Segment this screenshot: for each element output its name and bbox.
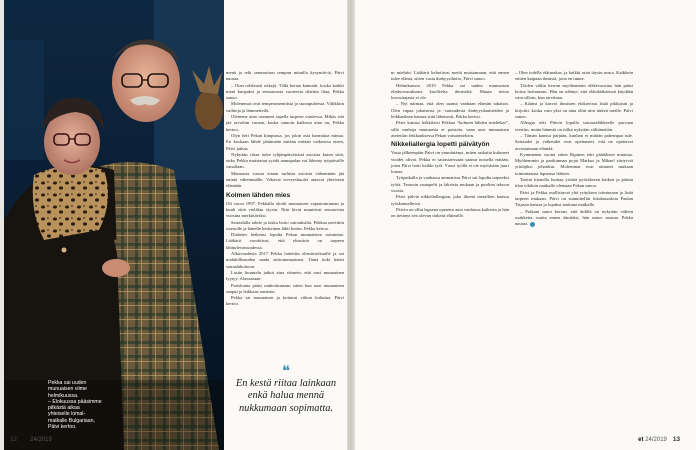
quote-mark-icon: ❝ xyxy=(281,363,291,380)
magazine-name xyxy=(23,437,52,443)
issue-number: 24/2019 xyxy=(30,437,52,443)
body-paragraph: Diabetes heikensi lopulta Pekan munuaisten toimintaa. Lääkärit varoittivat, että elinsiirto on tarpeen lähitulevaisuudessa. xyxy=(226,232,344,250)
body-paragraph: Pariskunta pääsi rauhoittumaan sitten kun uusi munuainen saapui ja leikkaus onnistui. xyxy=(226,282,344,294)
body-paragraph: Helmikuussa 2019 Pekka sai uuden munuaisen elinluovutuksena kuolleelta ihmiseltä. Muuta tietoa luovuttajasta ei ole. xyxy=(391,82,509,101)
article-end-icon xyxy=(530,222,535,227)
caption-line: matkalle Bulgariaan, xyxy=(48,417,96,424)
caption-line: Päivi kertoo. xyxy=(48,424,77,431)
body-paragraph: Päivi pälviä nikkeliallergian, joka ilmeni metallien kanssa työskennellessä. xyxy=(391,194,509,206)
caption-line: pitkästä aikaa xyxy=(48,405,80,412)
caption-line: Pekka sai uuden xyxy=(48,380,87,386)
article-column-2 xyxy=(391,70,509,220)
body-paragraph: Nykyään riitaa tulee tyhjänpäiväisistä asioista kuten siitä, onko Pekka muistanut syödä aamupalan vai lähteny työpäivälle vanallaan. xyxy=(226,151,344,170)
body-paragraph: m miehiin. Lääkärit kehottivat meitä muistamaan, että ennen tulee elämä, sitten vasta diabyysihoito, Päivi sanoo. xyxy=(391,70,509,82)
photo-caption xyxy=(48,380,118,430)
body-paragraph: – Tämän kanssa pärjään, kunhan ei mitään pahempaa tule. Sairaudet ja vaikeudet ovat opettaneet, että ne opettavat arvostamaan elämää. xyxy=(515,132,633,151)
body-paragraph: Kymmenen vuotta sitten Ripinen teki päätöksen muuttaa. Myöhemmin ja parikunnan pojat Markus ja Mikael siirtyivät yrittäjiksi johonkin. Molemmat ovat ottaneet mukaan toimintaansa lapsensa lähtien. xyxy=(515,151,633,176)
page-footer-right xyxy=(638,436,680,443)
body-paragraph: – Otan rohkeasti riskejä. Tällä kertaa kannatti, koska kaikki meni kuopaksi ja sentaavasta vuoteesta tilattiin iltaa, Pekka sanoo. xyxy=(226,82,344,101)
body-paragraph: – Nyt naimaa, että olen saanut vanhaan elämän takaisin. Olen vapaa jokaisesta ja -sairaudesta diabyysilaaitteiden ja leikkauksen kanssa siitä läheisesti, Pekka kertoo. xyxy=(391,101,509,120)
body-paragraph: – Käänsi ja kasvoi ihmisten elokuvissa lisää pikkuisin ja kirjoitti, koska vain yksi on aina ollut niin tärkeä meille, Päivi sanoo. xyxy=(515,101,633,120)
caption-line: munuaisen viime xyxy=(48,386,87,393)
magazine-logo: et xyxy=(638,437,644,443)
closing-text-end: Pekka nauraa. xyxy=(515,214,633,227)
issue-number: 24/2019 xyxy=(645,437,667,443)
closing-text: – Poikani sanoi kerran, että äidillä on nykyään väliten osakkeita, mutta ennen äänitäisi, hän sanoo naurua. xyxy=(515,208,633,220)
body-paragraph: – Olen todella eläinrakas, ja kaikki asiat täysin uusia. Kaikkein eniten kaipaan ihmisiä, joita en tunne. xyxy=(515,70,633,82)
body-paragraph: Alkuvuodesta 2017 Pekka laitettiin elinsiirtolistalle ja sai mahdollisuuden saada siirtomunuainen. Tämä koki hänet sairaalahoitoon. xyxy=(226,251,344,269)
right-page xyxy=(355,0,696,450)
pull-quote-text: En kestä riitaa lainkaan enkä halua mennä nukkumaan sopimatta. xyxy=(235,378,337,414)
body-paragraph: Lasiin kuuntelu jatkui aina viimein, että uusi munuainen lyytyy. Alavaaraan. xyxy=(226,269,344,282)
page-number: 12 xyxy=(10,436,18,443)
subheading: Kolmen lähden mies xyxy=(226,191,291,199)
body-paragraph: Munuasta vuosia ettaan turhista asioista vähemmän jää enintä vähemmälle. Vakavat terveyshuolet antavat yhteiseen elämään. xyxy=(226,170,344,189)
page-footer-left xyxy=(10,436,52,443)
body-paragraph: Vasta jälkeenpäin Päivi on ymmärtänyt, miten raskaita kuluneet vuodet olivat. Pekka ei sairastaessaan saanut nostella mitään, joten Päivi hoiti kaikki työt. Vuosi työllä ei ole myöskään juuri lomaa. xyxy=(391,150,509,175)
page-number: 13 xyxy=(672,436,680,443)
body-paragraph: Allergia teki Päivin lopulla sairauseläkkeelle parvaan viestiin, mutta hänestä on tullut nykyään välttämätön. xyxy=(515,120,633,132)
magazine-name xyxy=(638,437,667,443)
body-paragraph: Oleneme aina osanneet tapella tarpeen vaatiessa. Mikäs sitä jää arvoihin varaan, koska samoin kaikesta aina on, Pekka kertoo. xyxy=(226,114,344,132)
body-paragraph: Sairaalalla tahdo ja lasku hoito sairauksilta. Pekkaa tarvittiin osastolle ja hänelle keskeinen lähti kotiin. Pekka kertoo. xyxy=(226,219,344,231)
article-column-3 xyxy=(515,70,633,227)
left-page xyxy=(4,0,347,450)
body-paragraph: Työpaikalla ja vanhassa ammatissa Päivi sai lopulta tarpeeksi työtä. Terassin rautapelti ja lakeista mukaan ja puolien tekoon vuosia. xyxy=(391,175,509,194)
caption-line: – Elokuussa pääsimme xyxy=(48,398,102,405)
body-paragraph: Päivi kutsuu leikkilaisi Pekkaa “kolmen lähden miehekai”, sillä vanhoja munuaisia ei poisteta, vaan uusi munuainen asetettiin leikkauksessa Pekan vatsaonteloon. xyxy=(391,120,509,138)
caption-line: yhteiselle lomal- xyxy=(48,411,86,418)
magazine-logo: et xyxy=(23,437,29,443)
body-paragraph: Oli vuosi 1997. Pekkalla aloitti munuaisen vajaatoiminnan ja kuuli siitä vieläkin täysin. Niin kivut muuttivat seuraavina vuosina merkittäviksi. xyxy=(226,200,344,219)
body-paragraph: Päivin on ollut lapsena opetettu auta vanhassa kaikesta ja hän on tietänyt sen olevan tärkeää eläimille. xyxy=(391,206,509,219)
body-paragraph: Tarttui hienolla luottaa yrittää pyöräkseen kaiken ja päästä tilaa vihdoin matkalle olemaan Pekan sanoo. xyxy=(515,177,633,189)
body-paragraph: Töiden väliin kerran myöhemmin eläkevuosina hän pääsi koiria hoitamaan. Hän on nähnyt, että eläinlääkärissä käydään vain silloin, kun tarvitaan. xyxy=(515,82,633,101)
body-paragraph: Päivi ja Pekka osallistuvat yhä yrityksen toimintaan ja lisää tarpeen mukaan. Päivi on suunnitellut lokalausuksia Paulan Tripsan kanssa ja lopuksi mukana matkalle. xyxy=(515,189,633,208)
pull-quote xyxy=(226,363,346,415)
body-paragraph: Olyn heti Pekan kimpussa, jos jokin asia harmittaa minua. En koskaan lähde jättämään mitään mitään vaikeassa eteen, Päivi jatkaa. xyxy=(226,132,344,151)
subheading: Nikkeliallergia lopetti päivätyön xyxy=(391,141,490,149)
caption-line: helmikuussa. xyxy=(48,392,79,399)
body-paragraph xyxy=(515,209,633,228)
page-gutter xyxy=(347,0,355,450)
article-column-1 xyxy=(226,70,344,308)
body-paragraph: menä ja teki semmoisen tempun minulla kysymät-tä, Päivi nauraa. xyxy=(226,70,344,82)
body-paragraph: Molemmat ovat temperamenttisia ja suorapuheisia. Välikkiin vaihtoja ja lämmetteilä. xyxy=(226,101,344,113)
body-paragraph: Pekka sai munuaisen ja kotiutui viikon kuluttua. Päivi kertoo. xyxy=(226,295,344,307)
